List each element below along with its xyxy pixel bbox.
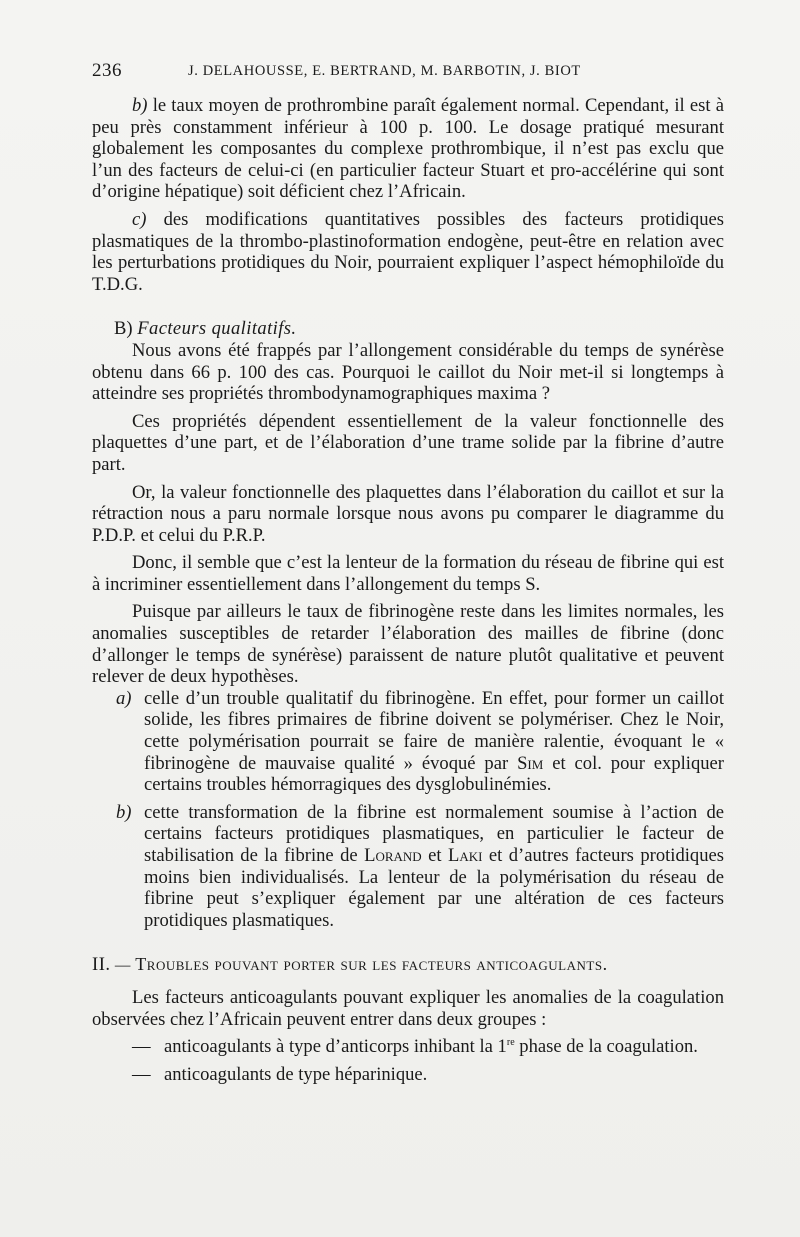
author-sim: Sim (517, 752, 544, 774)
list-item (92, 1064, 724, 1086)
subheading-qualitative-factors (92, 318, 724, 340)
hypothesis-b (92, 802, 724, 932)
hypothesis-b-marker: b) (116, 801, 132, 823)
hypothesis-a (92, 688, 724, 796)
list-item-1-sup: re (506, 1037, 515, 1049)
hypothesis-a-text-1: celle d’un trouble qualitatif du fibrinogène. En effet, pour former un caillot solide, les fibres primaires de fibrine doivent se polymériser. Chez le Noir, cette polymérisation pourrait se faire de manière ralentie, évoquant le « fibrinogène de mauvaise qualité » évoqué par (144, 687, 724, 774)
hypothesis-b-text-1: cette transformation de la fibrine est normalement soumise à l’action de certains facteurs protidiques plasmatiques, en particulier le facteur de stabilisation de la fibrine de (144, 801, 724, 866)
paragraph-plaquettes: Ces propriétés dépendent essentiellement de la valeur fonctionnelle des plaquettes d’une part, et de l’élaboration d’une trame solide par la fibrine d’autre part. (92, 410, 724, 475)
list-dash: — (132, 1063, 151, 1085)
list-item-2-text: anticoagulants de type héparinique. (164, 1063, 428, 1085)
author-laki: Laki (448, 845, 483, 866)
list-dash: — (132, 1036, 151, 1058)
page-header (92, 60, 712, 84)
subheading-label: B) (114, 318, 133, 340)
section-heading (92, 954, 724, 977)
running-head: J. DELAHOUSSE, E. BERTRAND, M. BARBOTIN, J. BIOT (188, 63, 581, 79)
list-item (92, 1036, 724, 1058)
paragraph-b (92, 95, 724, 203)
section-title: Troubles pouvant porter sur les facteurs anticoagulants. (135, 954, 608, 975)
hypothesis-b-text-3: et d’autres facteurs protidiques moins bien individualisés. La lenteur de la polymérisation du réseau de fibrine peut s’expliquer également par une altération de ces facteurs protidiques plasmatiques. (144, 845, 724, 931)
body-text (92, 95, 724, 1085)
paragraph-b-text: le taux moyen de prothrombine paraît également normal. Cependant, il est à peu près constamment inférieur à 100 p. 100. Le dosage pratiqué mesurant globalement les composantes du complexe prothrombique, il n’est pas exclu que l’un des facteurs de celui-ci (en particulier facteur Stuart et pro-accélérine qui sont d’origine hépatique) soit déficient chez l’Africain. (92, 95, 724, 203)
section-number: II. (92, 954, 111, 976)
subheading-title: Facteurs qualitatifs. (137, 318, 297, 340)
paragraph-lenteur: Donc, il semble que c’est la lenteur de la formation du réseau de fibrine qui est à incriminer essentiellement dans l’allongement du temps S. (92, 552, 724, 595)
paragraph-hypotheses: Puisque par ailleurs le taux de fibrinogène reste dans les limites normales, les anomalies susceptibles de retarder l’élaboration des mailles de fibrine (donc d’allonger le temps de synérèse) paraissent de nature plutôt qualitative et peuvent relever de deux hypothèses. (92, 601, 724, 688)
hypothesis-b-text-2: et (428, 845, 442, 866)
paragraph-section-intro: Les facteurs anticoagulants pouvant expliquer les anomalies de la coagulation observées chez l’Africain peuvent entrer dans deux groupes : (92, 986, 724, 1030)
author-lorand: Lorand (364, 845, 422, 866)
paragraph-valeur-fonctionnelle: Or, la valeur fonctionnelle des plaquettes dans l’élaboration du caillot et sur la rétraction nous a paru normale lorsque nous avons pu comparer le diagramme du P.D.P. et celui du P.R.P. (92, 481, 724, 546)
paragraph-synerese: Nous avons été frappés par l’allongement considérable du temps de synérèse obtenu dans 66 p. 100 des cas. Pourquoi le caillot du Noir met-il si longtemps à atteindre ses propriétés thrombodynamographiques maxima ? (92, 339, 724, 405)
paragraph-b-marker: b) (132, 95, 148, 116)
section-dash: — (114, 957, 131, 975)
page-number: 236 (92, 60, 122, 81)
hypothesis-a-marker: a) (116, 687, 132, 709)
paragraph-c-text: des modifications quantitatives possibles des facteurs protidiques plasmatiques de la thrombo-plastinoformation endogène, peut-être en relation avec les perturbations protidiques du Noir, pourraient expliquer l’aspect hémophiloïde du T.D.G. (92, 208, 724, 295)
hypothesis-a-text-2: et col. pour expliquer certains troubles hémorragiques des dysglobulinémies. (144, 752, 725, 796)
list-item-1-text-b: phase de la coagulation. (519, 1036, 698, 1058)
paragraph-c-marker: c) (132, 208, 147, 230)
paragraph-c (92, 209, 724, 295)
list-item-1-text-a: anticoagulants à type d’anticorps inhibant la 1 (164, 1036, 507, 1058)
